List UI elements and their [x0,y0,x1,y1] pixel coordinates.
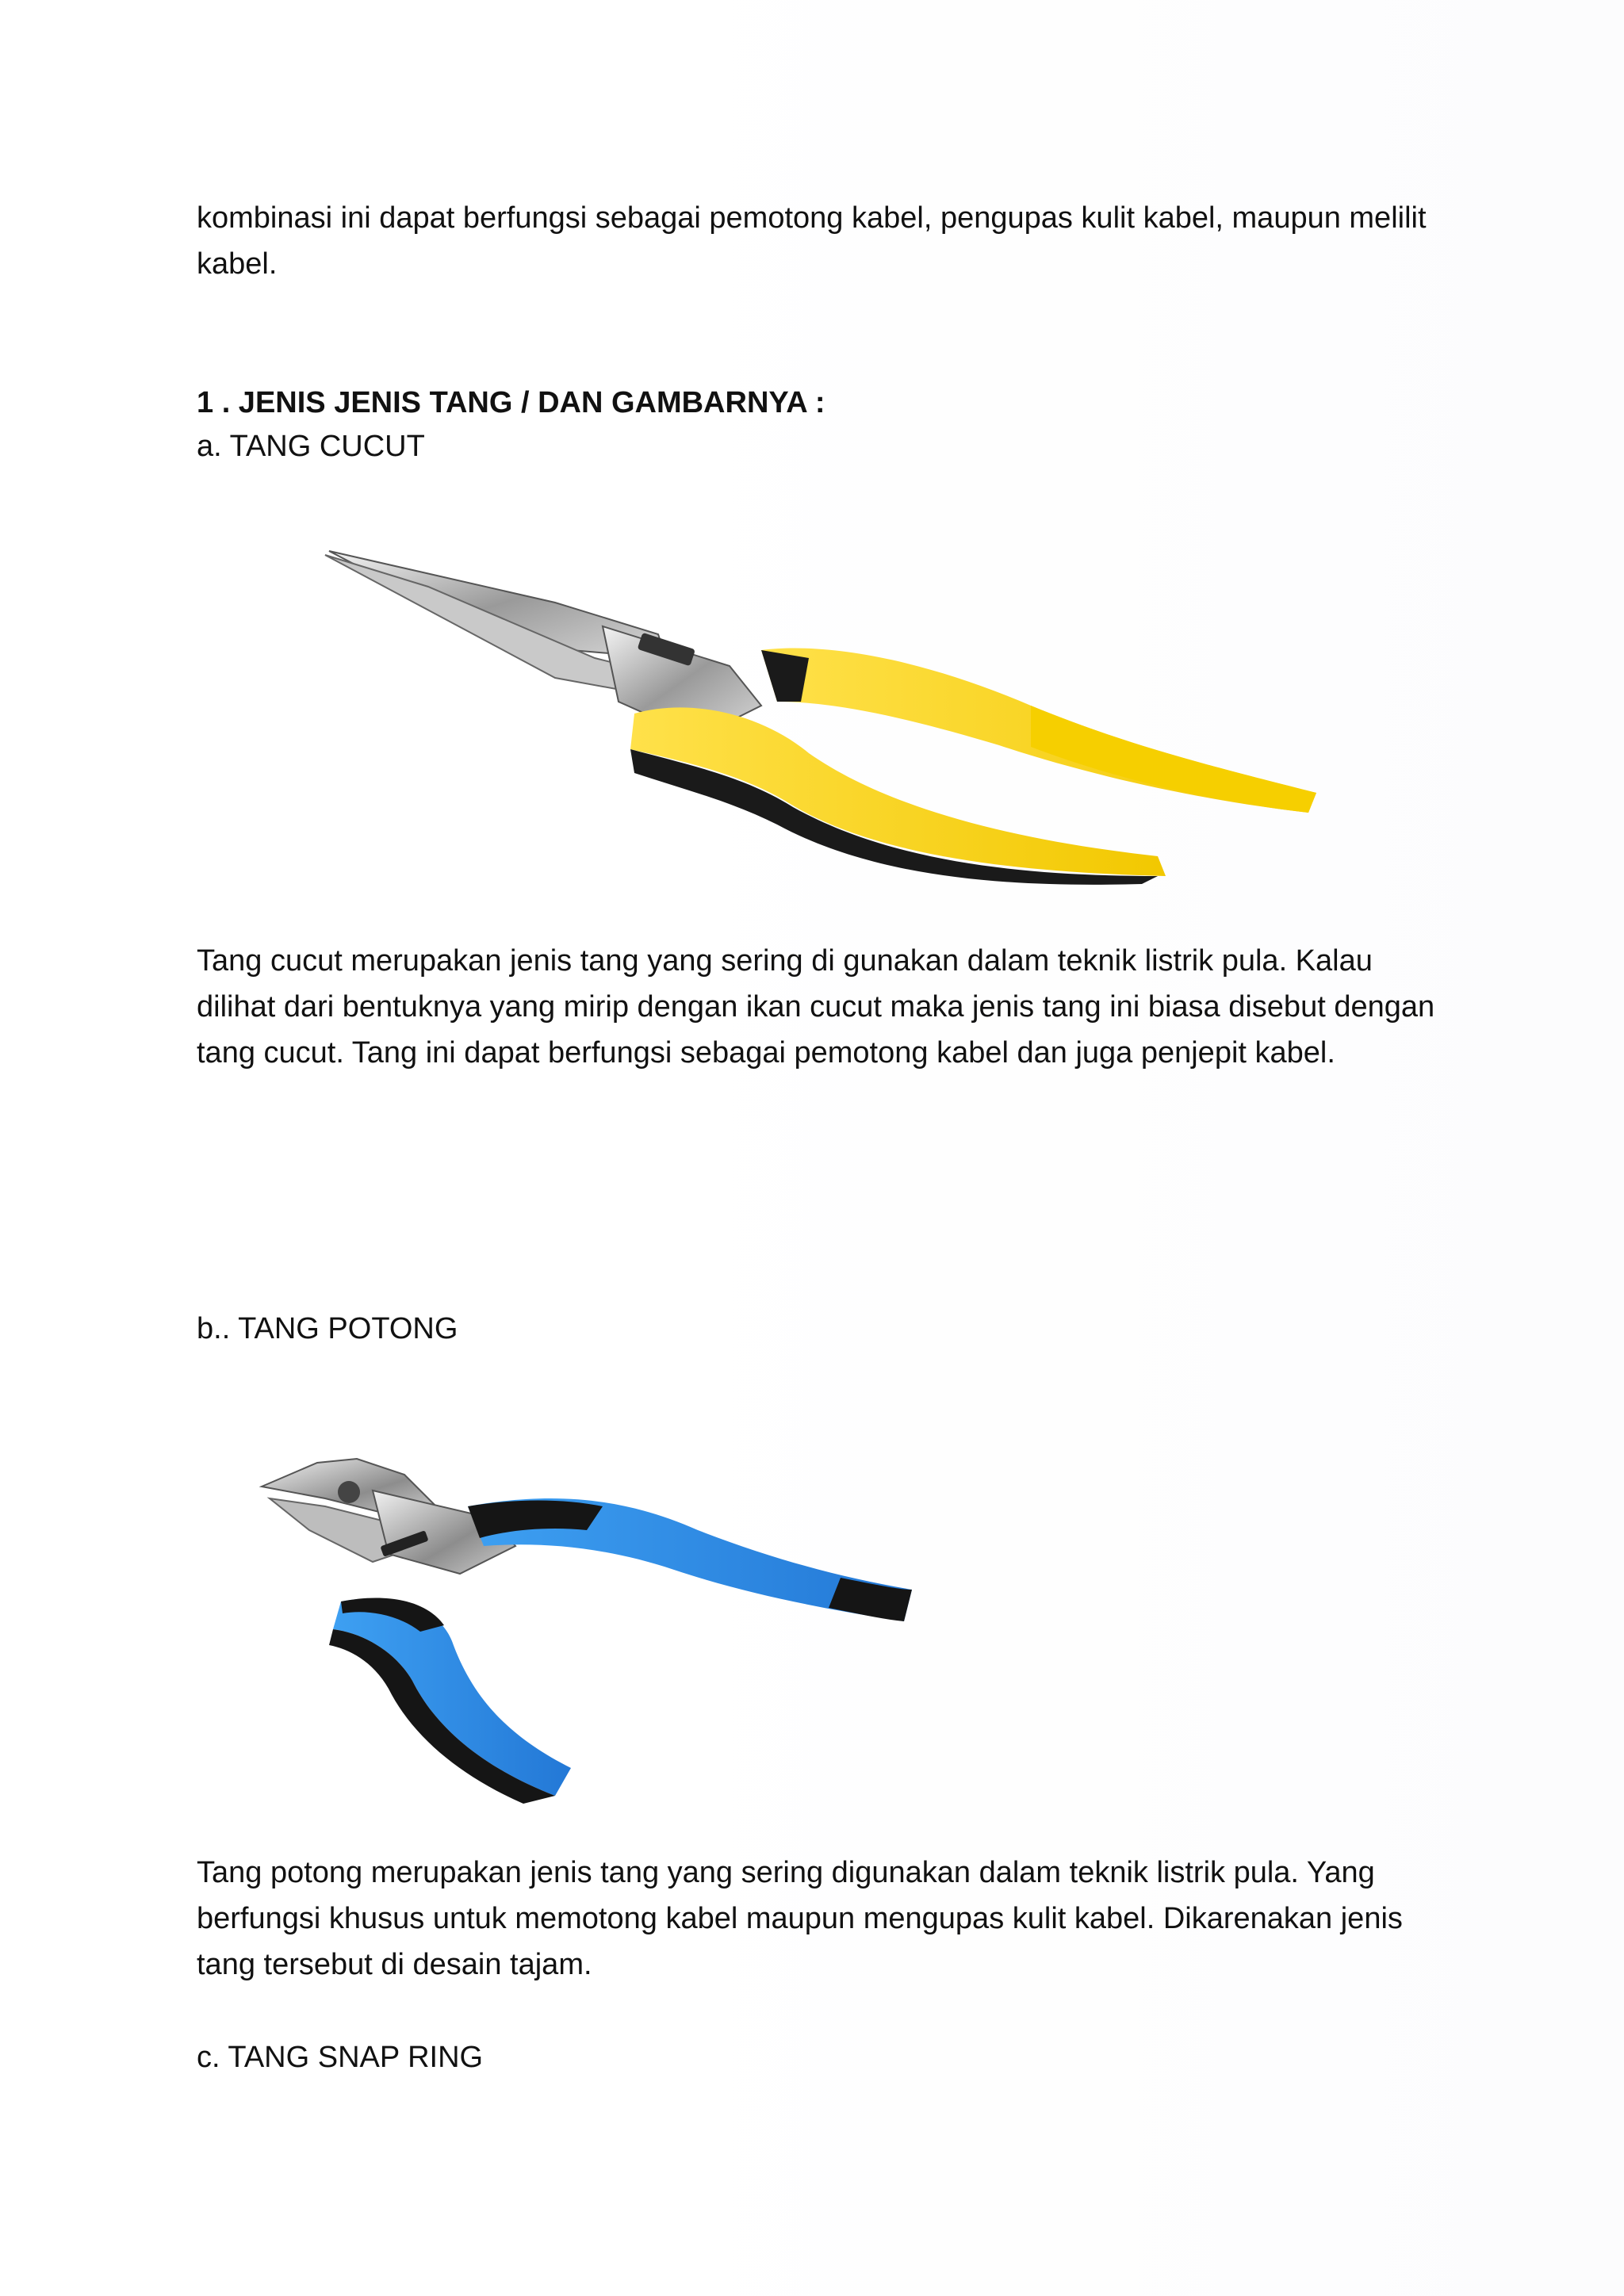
item-description-tang-potong: Tang potong merupakan jenis tang yang sering digunakan dalam teknik listrik pula. Yang berfungsi khusus untuk memotong kabel maupun mengupas kulit kabel. Dikarenakan jenis tang tersebut di desain tajam. [197,1856,1403,1981]
item-description-tang-cucut: Tang cucut merupakan jenis tang yang sering di gunakan dalam teknik listrik pula. Kalau dilihat dari bentuknya yang mirip dengan ikan cucut maka jenis tang ini biasa disebut dengan tang cucut. Tang ini dapat berfungsi sebagai pemotong kabel dan juga penjepit kabel. [197,944,1435,1070]
item-label-tang-potong: b.. TANG POTONG [197,1312,458,1345]
needle-nose-pliers-icon [317,539,1332,888]
item-label-tang-cucut: a. TANG CUCUT [197,430,425,463]
diagonal-cutter-pliers-icon [254,1443,936,1808]
item-label-tang-snap-ring: c. TANG SNAP RING [197,2041,484,2074]
intro-paragraph: kombinasi ini dapat berfungsi sebagai pemotong kabel, pengupas kulit kabel, maupun melilit kabel. [197,201,1427,281]
section-heading: 1 . JENIS JENIS TANG / DAN GAMBARNYA : [197,386,825,419]
